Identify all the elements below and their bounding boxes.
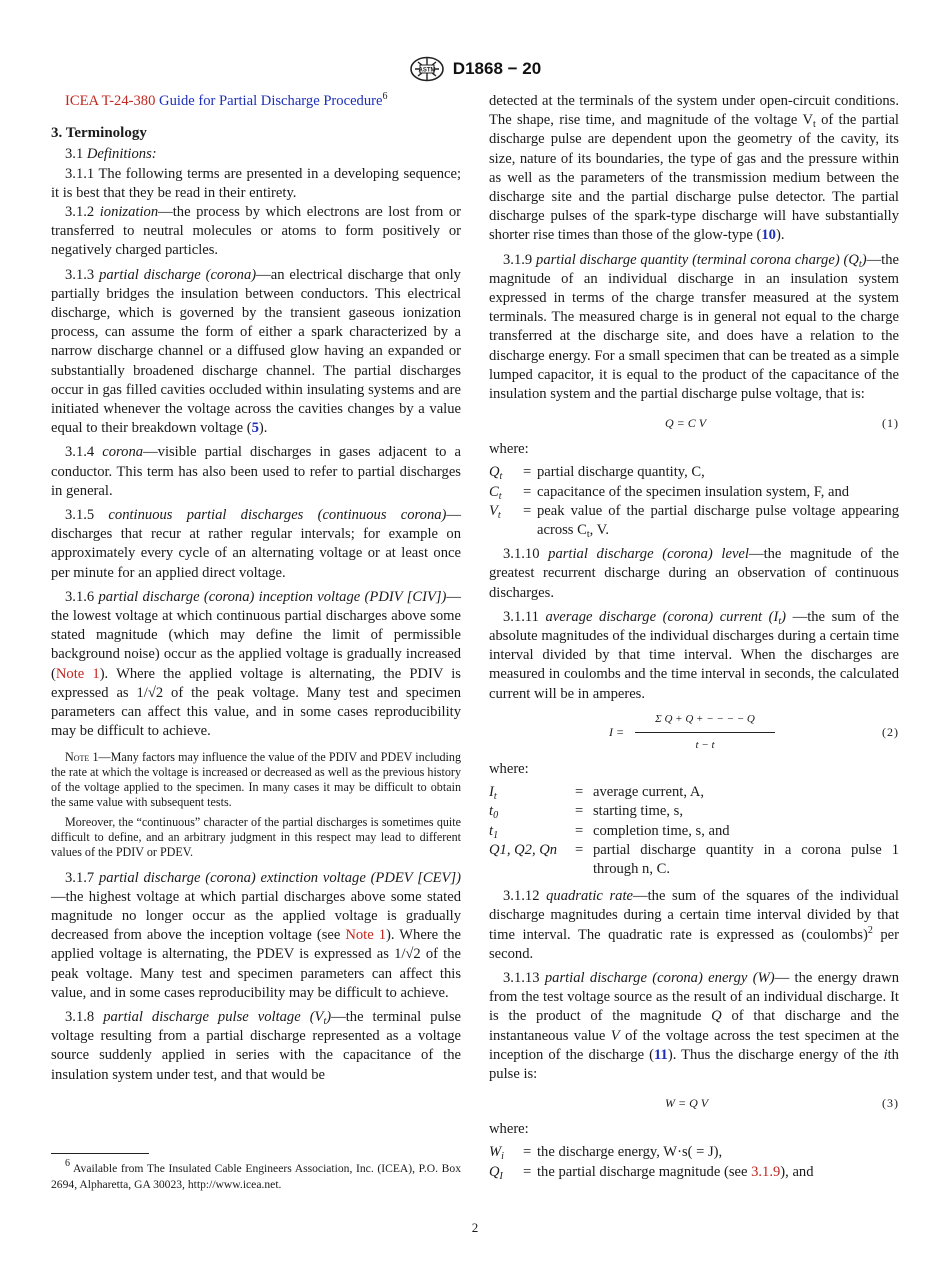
- svg-text:ASTM: ASTM: [418, 67, 436, 74]
- reference-icea: [51, 92, 461, 111]
- para-3-1-2: 3.1.2 ionization—the process by which electrons are lost from or transferred to neutral molecules or atoms to form positively or negatively charged particles.: [51, 204, 461, 259]
- footnote-6: $^6$ Available from The Insulated Cable Engineers Association, Inc. (ICEA), P.O. Box 2694, Alpharetta, GA 30023, http://www.icea.net.: [51, 1158, 461, 1191]
- def-wi: $W_i$ = the discharge energy, W·s( = J),: [489, 1144, 723, 1163]
- para-3-1-1: 3.1.1 The following terms are presented in a developing sequence; it is best that they be read in their entirety.: [51, 165, 461, 201]
- ref-11-link[interactable]: 11: [654, 1046, 668, 1063]
- def-vt: $V_t$ = peak value of the partial discharge pulse voltage appearing across $C_t$, V.: [489, 502, 899, 541]
- section-title: 3. Terminology: [51, 125, 147, 142]
- para-3-1-9: 3.1.9 partial discharge quantity (terminal corona charge) $(Q_t)—the$ magnitude of an individual discharge in an insulation system expressed in terms of the charge transfer measured at the system terminals. The measured charge is in general not equal to the charge transferred at the discharge site, and does have a relation to the discharge energy. For a small specimen that can be treated as a simple lumped capacitor, it is equal to the product of the capacitance of the insulation system and the partial discharge pulse voltage, that is:: [489, 251, 899, 403]
- para-3-1-3: 3.1.3 partial discharge (corona)—an electrical discharge that only partially bridges the insulation between conductors. This electrical discharge, which is governed by the transient gaseous ionization process, can assume the form of either a spark characterized by a narrow discharge channel or a diffused glow having an expanded or substantially broadened discharge channel. The partial discharges occur in gas filled cavities occluded within insulating systems and are initiated whenever the voltage across the cavities changes by a value equal to their breakdown voltage (5).: [51, 266, 461, 437]
- para-3-1-12: 3.1.12 quadratic rate—the sum of the squares of the individual discharge magnitudes during a certain time interval divided by that time interval. The quadratic rate is expressed as (coulombs)$^2$ per second.: [489, 888, 899, 962]
- ref-5-link[interactable]: 5: [251, 420, 259, 437]
- para-3-1-10: 3.1.10 partial discharge (corona) level—the magnitude of the greatest recurrent discharge during an observation of continuous discharges.: [489, 546, 899, 601]
- equation-2-lhs: I =: [609, 724, 625, 739]
- equation-1-body: Q = C V: [665, 416, 707, 431]
- note-1-link-2[interactable]: Note 1: [345, 927, 387, 944]
- para-3-1-5: 3.1.5 continuous partial discharges (continuous corona)—discharges that recur at rather regular intervals; for example on approximately every cycle of an alternating voltage or at least once per minute for an applied direct voltage.: [51, 507, 461, 581]
- def-t0: $t_0$ = starting time, s,: [489, 803, 683, 822]
- where-2: where:: [489, 760, 529, 777]
- page-number: 2: [471, 1220, 479, 1235]
- equation-3-body: W = Q V: [665, 1096, 709, 1111]
- def-ct: $C_t$ = capacitance of the specimen insulation system, F, and: [489, 483, 850, 502]
- standard-designation: D1868 − 20: [452, 59, 542, 78]
- section-3-1-9-link[interactable]: 3.1.9: [751, 1163, 781, 1180]
- para-3-1-7: 3.1.7 partial discharge (corona) extinction voltage (PDEV [CEV])—the highest voltage at which partial discharges above some stated magnitude no longer occur as the applied voltage is gradually decreased from above the inception voltage (see Note 1). Where the applied voltage is alternating, the PDEV is expressed as 1/√2 of the peak voltage. Many test and specimen parameters can affect this value, and in some cases reproducibility may be difficult to achieve.: [51, 869, 461, 1001]
- para-3-1-11: 3.1.11 average discharge (corona) current $(I_t)$ —the sum of the absolute magnitudes of the individual discharges during a certain time interval divided by that time interval. When the discharges are measured in coulombs and the time interval in seconds, the calculated current will be in amperes.: [489, 608, 899, 702]
- def-qi: $Q_I$ = the partial discharge magnitude (see 3.1.9), and: [489, 1163, 814, 1182]
- equation-3-number: (3): [882, 1096, 899, 1111]
- left-column: [51, 92, 461, 1085]
- note-1: Note 1—Many factors may influence the value of the PDIV and PDEV including the rate at which the voltage is increased or decreased as well as the previous history of the voltage applied to the specimen. In many cases it may be difficult to obtain the same value with subsequent tests.: [51, 749, 461, 810]
- note-1-continued: Moreover, the “continuous” character of the partial discharges is sometimes quite difficult to define, and an arbitrary judgment in this respect may lead to different values of the PDIV or PDEV.: [51, 814, 461, 860]
- ref-10-link[interactable]: 10: [761, 227, 776, 244]
- definitions-1: [489, 463, 899, 540]
- definitions-3: [489, 1143, 899, 1181]
- equation-2-fraction: [635, 710, 775, 755]
- para-3-1-8-continued: detected at the terminals of the system under open-circuit conditions. The shape, rise time, and magnitude of the voltage $V_t$ of the partial discharge pulse are dependent upon the geometry of the cavity, its size, nature of its boundaries, the type of gas and the pressure within as well as the parameters of the transmission medium between the discharge site and the partial discharge pulse detector. The partial discharge pulses of the spark-type discharge will have substantially shorter rise times than those of the glow-type (10).: [489, 93, 899, 244]
- footnote-ref-6[interactable]: 6: [382, 91, 388, 102]
- equation-2: [489, 710, 899, 754]
- reference-title-link[interactable]: Guide for Partial Discharge Procedure: [155, 93, 383, 109]
- footnote-rule: [51, 1153, 149, 1154]
- definitions-2: [489, 783, 899, 879]
- para-3-1: 3.1 Definitions:: [65, 146, 157, 163]
- note-1-link[interactable]: Note 1: [55, 665, 100, 682]
- def-qt: $Q_t$ = partial discharge quantity, C,: [489, 464, 705, 483]
- equation-3: [489, 1090, 899, 1116]
- equation-2-denominator: t − t: [635, 732, 775, 755]
- equation-2-numerator: Σ Q + Q + − − − − Q: [655, 712, 755, 725]
- where-3: where:: [489, 1121, 529, 1138]
- reference-org-link[interactable]: ICEA T-24-380: [65, 93, 156, 109]
- equation-2-number: (2): [882, 724, 899, 739]
- def-q-series: Q1, Q2, Qn = partial discharge quantity in a corona pulse 1 through n, C.: [489, 841, 899, 877]
- para-3-1-4: 3.1.4 corona—visible partial discharges in gases adjacent to a conductor. This term has also been used to refer to partial discharges in general.: [51, 444, 461, 499]
- right-column: [489, 92, 899, 1182]
- para-3-1-8: 3.1.8 partial discharge pulse voltage $(V_t)—the$ terminal pulse voltage resulting from a partial discharge represented as a voltage source suddenly applied in series with the capacitance of the insulation system under test, and that would be: [51, 1009, 461, 1083]
- page-header: [0, 56, 950, 82]
- para-3-1-13: 3.1.13 partial discharge (corona) energy (W)— the energy drawn from the test voltage source as the result of an individual discharge. It is the product of the magnitude Q of that discharge and the instantaneous value V of the voltage across the test specimen at the inception of the discharge (11). Thus the discharge energy of the ith pulse is:: [489, 969, 900, 1082]
- equation-1: [489, 410, 899, 436]
- astm-logo-icon: [409, 56, 445, 82]
- para-3-1-6: 3.1.6 partial discharge (corona) inception voltage (PDIV [CIV])—the lowest voltage at which continuous partial discharges above some stated magnitude (which may define the limit of permissible background noise) occur as the applied voltage is gradually increased (Note 1). Where the applied voltage is alternating, the PDIV is expressed as 1/√2 of the peak voltage. Many test and specimen parameters can affect this value, and in some cases reproducibility may be difficult to achieve.: [51, 588, 461, 740]
- def-it: $I_t$ = average current, A,: [489, 784, 705, 803]
- where-1: where:: [489, 441, 529, 458]
- def-t1: $t_1$ = completion time, s, and: [489, 822, 730, 841]
- equation-1-number: (1): [882, 416, 899, 431]
